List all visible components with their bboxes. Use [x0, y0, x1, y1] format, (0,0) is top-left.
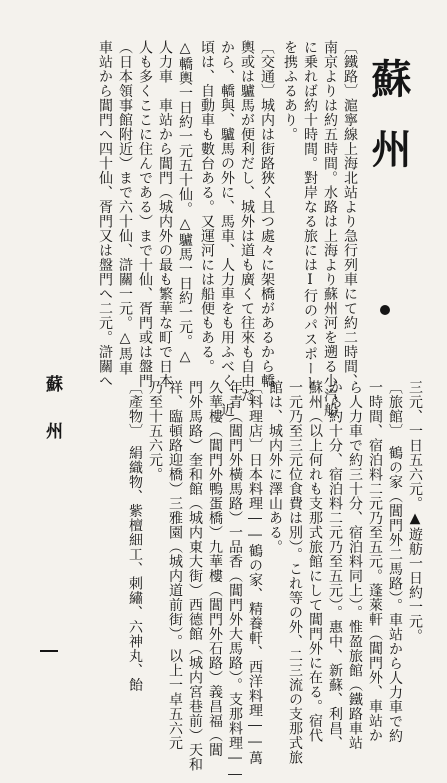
upper-text-column: 人力車 車站から閶門（城内外の最も繁華な町で日本	[157, 40, 173, 388]
lower-text-column: ら人力車で約三十分、宿泊料同上）。惟盈旅館（鐵路車站	[347, 380, 363, 750]
lower-text-column: 門外馬路）奎和館（城内東大街）西德館（城内宮巷前）天和	[187, 380, 203, 772]
lower-text-column: 乃至十五六元。	[147, 380, 163, 482]
upper-text-column: △轎輿一日約一元五十仙。△驢馬一日約一元。△	[177, 40, 193, 365]
lower-text-column: 〔產物〕 絹織物、紫檀細工、刺繡、六神丸、飴	[127, 380, 143, 692]
upper-text-column: 〔交通〕城内は街路狹く且つ處々に架橋があるから轎	[259, 40, 275, 388]
running-head: 蘇州	[42, 375, 62, 469]
upper-text-column: 車站から閶門へ四十仙、胥門又は盤門へ二元。滸關へ	[97, 40, 113, 388]
upper-text-column: から、轎與、驢馬の外に、馬車、人力車をも用ふべく、近	[219, 40, 235, 417]
lower-text-column: 館は、城内外に澤山ある。	[267, 380, 283, 554]
upper-text-column: に乗れば約十時間。對岸なる旅にはI行のパスポート	[302, 40, 318, 390]
lower-text-column: 蘇州（以上何れも支那式旅館にして閶門外に在る。宿代	[307, 380, 323, 743]
lower-text-column: 祥、臨頓路迎橋）三雅園（城内道前街）。以上一卓五六元	[167, 380, 183, 750]
upper-text-column: 南京よりは約五時間。水路は上海より蘇州河を遡る小汽船	[322, 40, 338, 417]
upper-text-column: 頃は、自動車も數台ある。又運河には船便もある。	[199, 40, 215, 374]
upper-text-column: 輿或は驢馬が便利だし、城外は道も廣くて往來も自由だ	[239, 40, 255, 403]
lower-text-column: 〔料理店〕日本料理――鶴の家、精養軒、西洋料理――萬	[247, 380, 263, 765]
upper-text-column: 〔鐵路〕滬寧線上海北站より急行列車にて約二時間、	[342, 40, 358, 388]
lower-text-column: から約十分、宿泊料二元乃至五元）。惠中、新蘇、利昌、	[327, 380, 343, 750]
upper-text-column: 人も多くここに住んである）まで十仙、胥門或は盤門	[137, 40, 153, 388]
lower-text-column: 久華樓（閶門外鴨蛋橋）九華樓（閶門外石路）義昌福（閶	[207, 380, 223, 757]
lower-text-column: 〔旅館〕 鶴の家（閶門外二馬路）。車站から人力車で約	[387, 380, 403, 743]
lower-text-column: 三元、一日五六元。▲遊舫一日約一元。	[407, 380, 423, 643]
page-title: 蘇州	[365, 58, 412, 198]
page-number	[40, 650, 58, 652]
upper-text-column: （日本領事館附近）まで六十仙、滸關一元。△馬車	[117, 40, 133, 376]
lower-text-column: 一元乃至三元位食費は別）。これ等の外、二三流の支那式旅	[287, 380, 303, 765]
lower-text-column: 一時間、宿泊料二元乃至五元。蓬萊軒（閶門外、車站か	[367, 380, 383, 743]
lower-text-column: 年青（閶門外橫馬路）一品香（閶門外大馬路）。支那料理――	[227, 380, 243, 783]
title-dot-mark	[380, 305, 390, 315]
upper-text-column: を携ふるあり。	[282, 40, 298, 142]
